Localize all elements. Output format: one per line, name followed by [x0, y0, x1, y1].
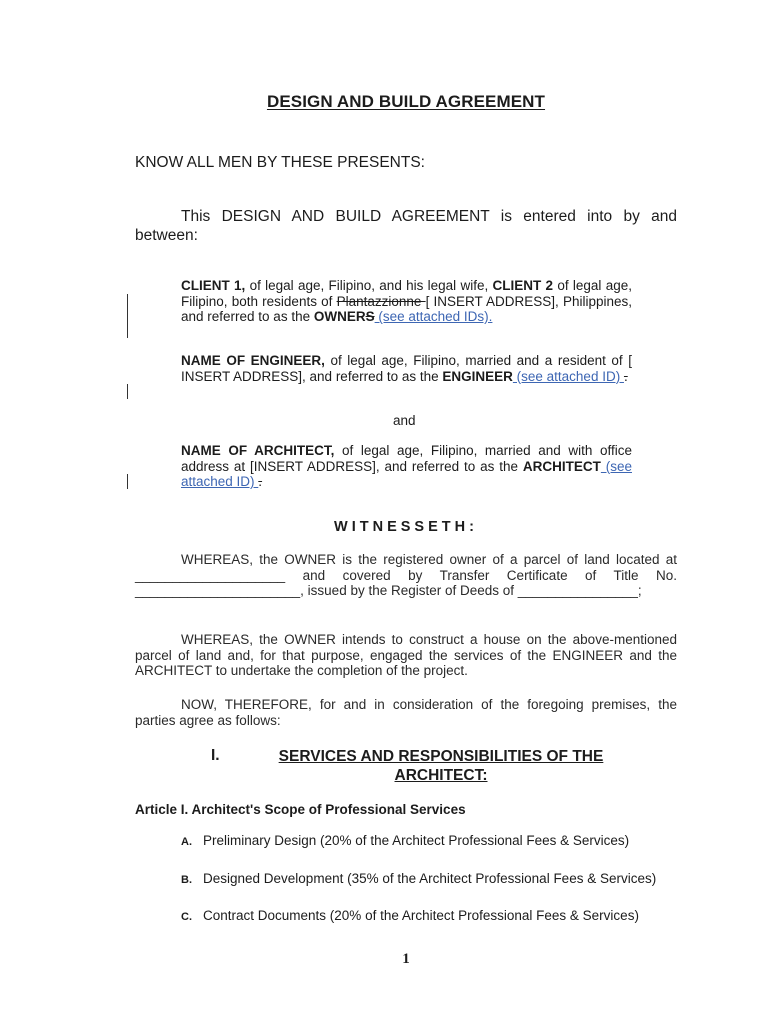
deleted-period: .: [258, 474, 263, 489]
now-therefore-paragraph: [135, 697, 677, 728]
list-item-letter: C.: [181, 911, 192, 923]
page-number: 1: [402, 951, 410, 967]
list-item-letter: B.: [181, 874, 192, 886]
witnesseth-heading: WITNESSETH:: [334, 519, 478, 535]
section-number: I.: [211, 747, 220, 764]
list-item: Contract Documents (20% of the Architect Professional Fees & Services): [203, 908, 639, 923]
list-item-letter: A.: [181, 836, 192, 848]
architect-party-paragraph: [181, 443, 632, 490]
change-bar: [127, 384, 128, 399]
engineer-party-paragraph: [181, 353, 632, 384]
inserted-text-engineer: (see attached ID): [512, 368, 624, 384]
engineer-label: ENGINEER: [442, 368, 513, 384]
intro-paragraph: [135, 207, 677, 245]
section-title: SERVICES AND RESPONSIBILITIES OF THE ARCHITECT:: [278, 748, 604, 784]
whereas1-text: WHEREAS, the OWNER is the registered owner of a parcel of land located at ____________________ and covered by Transfer Certificate of Title No. ______________________, issued by the Register of Deeds of ________________;: [135, 552, 677, 598]
engineer-party-text: of legal age, Filipino, married and a resident of [ INSERT ADDRESS], and referred to as the: [181, 353, 632, 384]
inserted-text-owners: (see attached IDs).: [374, 309, 493, 324]
intro-text: This DESIGN AND BUILD AGREEMENT is entered into by and between:: [135, 208, 677, 244]
know-all-heading: KNOW ALL MEN BY THESE PRESENTS:: [135, 154, 425, 171]
whereas-paragraph-2: [135, 632, 677, 679]
client2-name: CLIENT 2: [492, 278, 554, 293]
deleted-s: S: [365, 309, 375, 324]
change-bar: [127, 294, 128, 338]
client-party-text1: of legal age, Filipino, and his legal wife,: [245, 278, 493, 293]
article-heading: Article I. Architect's Scope of Professional Services: [135, 802, 466, 817]
now-therefore-text: NOW, THEREFORE, for and in consideration of the foregoing premises, the parties agree as follows:: [135, 697, 677, 728]
engineer-name: NAME OF ENGINEER,: [181, 353, 325, 368]
and-word: and: [393, 413, 416, 428]
architect-label: ARCHITECT: [522, 458, 601, 474]
whereas2-text: WHEREAS, the OWNER intends to construct a house on the above-mentioned parcel of land and, for that purpose, engaged the services of the ENGINEER and the ARCHITECT to undertake the completion of the project.: [135, 632, 677, 678]
deleted-period: .: [623, 368, 628, 384]
client-party-text3: [ INSERT ADDRESS], Philippines, and referred to as the: [181, 293, 632, 324]
inserted-text-architect: (see attached ID): [181, 458, 632, 489]
list-item: Preliminary Design (20% of the Architect Professional Fees & Services): [203, 833, 630, 848]
architect-name: NAME OF ARCHITECT,: [181, 443, 335, 458]
client-party-text2: of legal age, Filipino, both residents of: [181, 278, 632, 309]
client1-name: CLIENT 1,: [181, 278, 246, 293]
architect-party-text: of legal age, Filipino, married and with office address at [INSERT ADDRESS], and referred to as the: [181, 443, 632, 474]
owners-label: OWNER: [313, 309, 366, 324]
change-bar: [127, 474, 128, 489]
list-item: Designed Development (35% of the Architect Professional Fees & Services): [203, 871, 657, 886]
client-party-paragraph: [181, 278, 632, 325]
deleted-text: Plantazzionne: [336, 293, 426, 309]
whereas-paragraph-1: [135, 552, 677, 599]
document-title: DESIGN AND BUILD AGREEMENT: [266, 92, 546, 111]
